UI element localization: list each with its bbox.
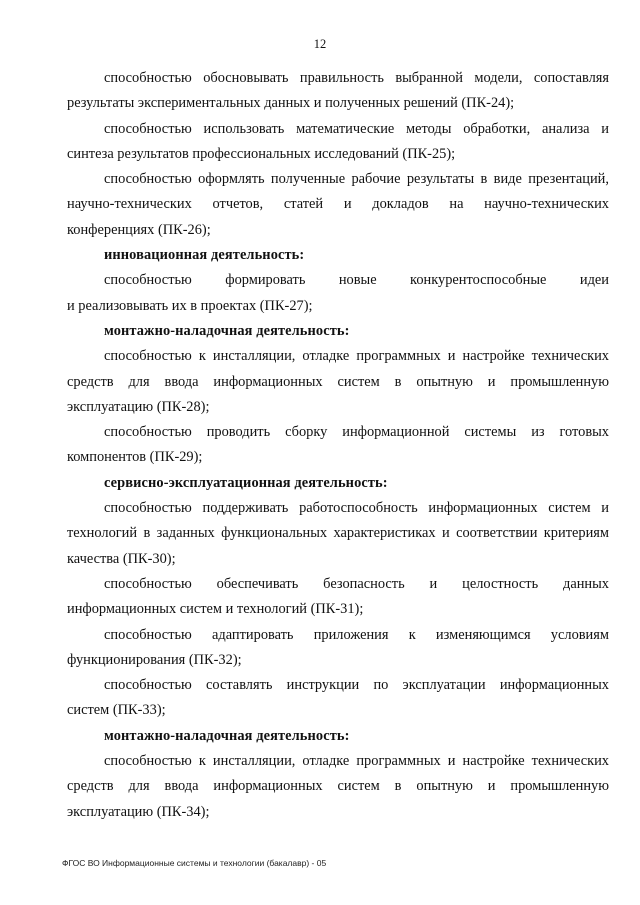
text-line: способностью оформлять полученные рабочие результаты в виде презентаций,	[104, 171, 609, 188]
competency-paragraph	[67, 420, 609, 471]
text-line: способностью обеспечивать безопасность и целостность данных	[104, 575, 609, 592]
text-line: способностью проводить сборку информационной системы из готовых	[104, 424, 609, 441]
text-line: способностью формировать новые конкурентоспособные идеи	[104, 272, 609, 289]
text-line: результаты экспериментальных данных и полученных решений (ПК-24);	[67, 95, 515, 112]
document-body	[67, 66, 609, 825]
text-line: эксплуатацию (ПК-28);	[67, 398, 210, 415]
section-heading: инновационная деятельность:	[104, 247, 305, 264]
text-line: конференциях (ПК-26);	[67, 221, 211, 238]
text-line: компонентов (ПК-29);	[67, 449, 203, 466]
text-line: синтеза результатов профессиональных исследований (ПК-25);	[67, 145, 456, 162]
text-line: способностью составлять инструкции по эксплуатации информационных	[104, 677, 609, 694]
text-line: средств для ввода информационных систем в опытную и промышленную	[67, 373, 609, 390]
page-footer: ФГОС ВО Информационные системы и технологии (бакалавр) - 05	[62, 858, 327, 868]
text-line: технологий в заданных функциональных характеристиках и соответствии критериям	[67, 525, 609, 542]
page-number: 12	[313, 37, 327, 51]
competency-paragraph	[67, 66, 609, 117]
text-line: способностью использовать математические методы обработки, анализа и	[104, 120, 609, 137]
competency-paragraph	[67, 117, 609, 168]
competency-paragraph	[67, 673, 609, 724]
section-heading: монтажно-наладочная деятельность:	[104, 727, 350, 744]
text-line: способностью поддерживать работоспособность информационных систем и	[104, 500, 609, 517]
text-line: способностью обосновывать правильность выбранной модели, сопоставляя	[104, 70, 609, 86]
text-line: информационных систем и технологий (ПК-31);	[67, 601, 364, 618]
competency-paragraph	[67, 344, 609, 420]
competency-paragraph	[67, 623, 609, 674]
section-heading: монтажно-наладочная деятельность:	[104, 322, 350, 339]
competency-paragraph	[67, 167, 609, 243]
text-line: эксплуатацию (ПК-34);	[67, 803, 210, 820]
competency-paragraph	[67, 496, 609, 572]
text-line: способностью к инсталляции, отладке программных и настройке технических	[104, 753, 609, 770]
text-line: научно-технических отчетов, статей и докладов на научно-технических	[67, 196, 609, 213]
text-line: способностью к инсталляции, отладке программных и настройке технических	[104, 348, 609, 365]
text-line: функционирования (ПК-32);	[67, 651, 242, 668]
text-line: средств для ввода информационных систем в опытную и промышленную	[67, 778, 609, 795]
competency-paragraph	[67, 749, 609, 825]
competency-paragraph	[67, 572, 609, 623]
text-line: систем (ПК-33);	[67, 702, 166, 719]
text-line: и реализовывать их в проектах (ПК-27);	[67, 297, 313, 314]
section-heading: сервисно-эксплуатационная деятельность:	[104, 474, 388, 491]
text-line: способностью адаптировать приложения к изменяющимся условиям	[104, 626, 609, 643]
competency-paragraph	[67, 268, 609, 319]
text-line: качества (ПК-30);	[67, 550, 176, 567]
